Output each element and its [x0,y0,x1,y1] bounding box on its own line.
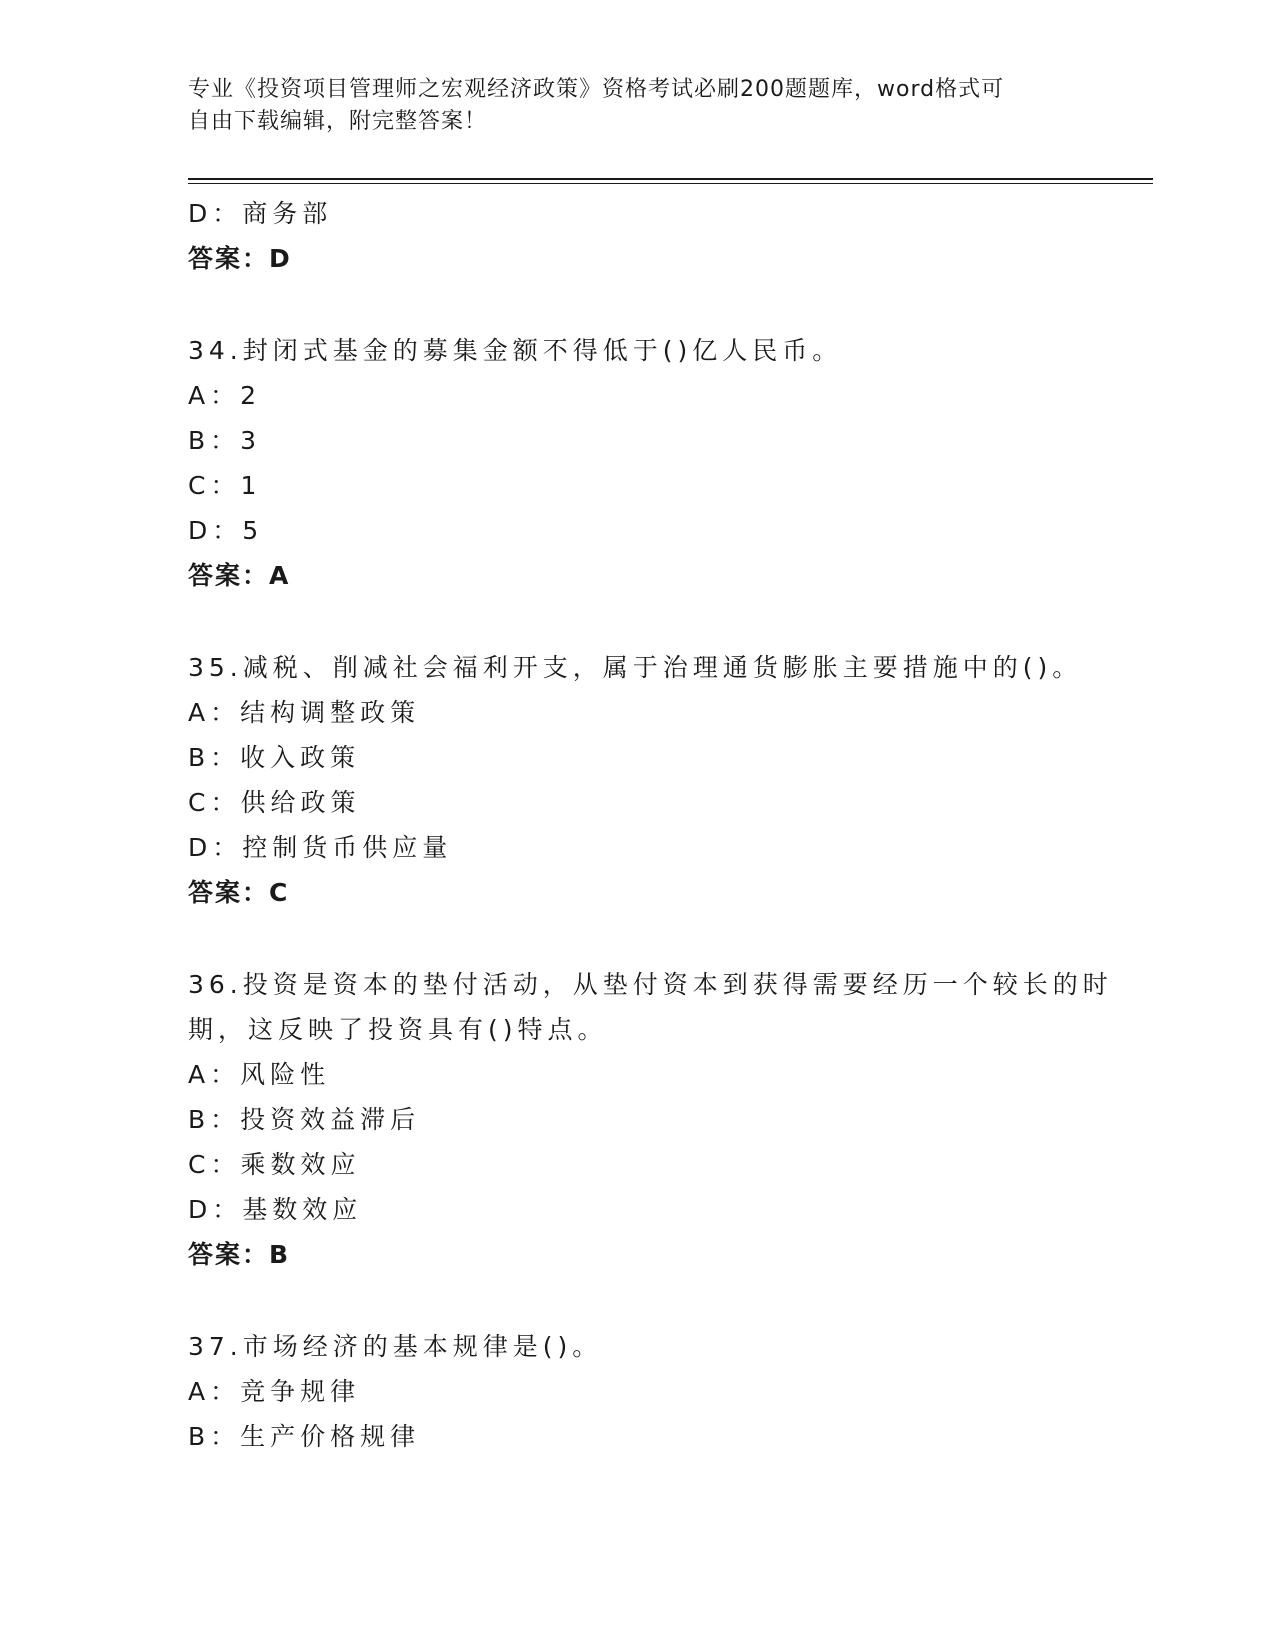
question-list [188,191,1113,1459]
option-c: C：1 [188,471,262,500]
question-title-line-2: 期，这反映了投资具有()特点。 [188,1015,608,1044]
header-divider-thick [188,178,1153,180]
spacer [188,281,1088,328]
option-c: C：供给政策 [188,788,361,817]
header-divider-thin [188,183,1153,184]
option-a: A：结构调整政策 [188,698,421,727]
question-title: 37.市场经济的基本规律是()。 [188,1332,603,1361]
question-37 [188,1324,1088,1459]
question-34 [188,328,1088,598]
answer: 答案：A [188,561,291,590]
option-b: B：投资效益滞后 [188,1105,421,1134]
answer: 答案：C [188,878,290,907]
question-title: 34.封闭式基金的募集金额不得低于()亿人民币。 [188,336,843,365]
prev-option-d: D：商务部 [188,199,333,228]
option-d: D：基数效应 [188,1195,363,1224]
option-a: A：风险性 [188,1060,331,1089]
option-a: A：竞争规律 [188,1377,361,1406]
option-c: C：乘数效应 [188,1150,361,1179]
question-title-line-1: 36.投资是资本的垫付活动，从垫付资本到获得需要经历一个较长的时 [188,970,1113,999]
option-b: B：收入政策 [188,743,361,772]
option-b: B：生产价格规律 [188,1422,421,1451]
answer: 答案：B [188,1240,291,1269]
header-line-1: 专业《投资项目管理师之宏观经济政策》资格考试必刷200题题库，word格式可 [188,77,1005,102]
spacer [188,598,1088,645]
prev-answer: 答案：D [188,244,292,273]
question-35 [188,645,1088,915]
option-a: A：2 [188,381,262,410]
spacer [188,915,1088,962]
document-header [188,74,1088,138]
spacer [188,1277,1088,1324]
option-b: B：3 [188,426,262,455]
question-36 [188,962,1113,1277]
header-line-2: 自由下载编辑，附完整答案！ [188,109,488,134]
question-title: 35.减税、削减社会福利开支，属于治理通货膨胀主要措施中的()。 [188,653,1083,682]
option-d: D：5 [188,516,264,545]
option-d: D：控制货币供应量 [188,833,453,862]
